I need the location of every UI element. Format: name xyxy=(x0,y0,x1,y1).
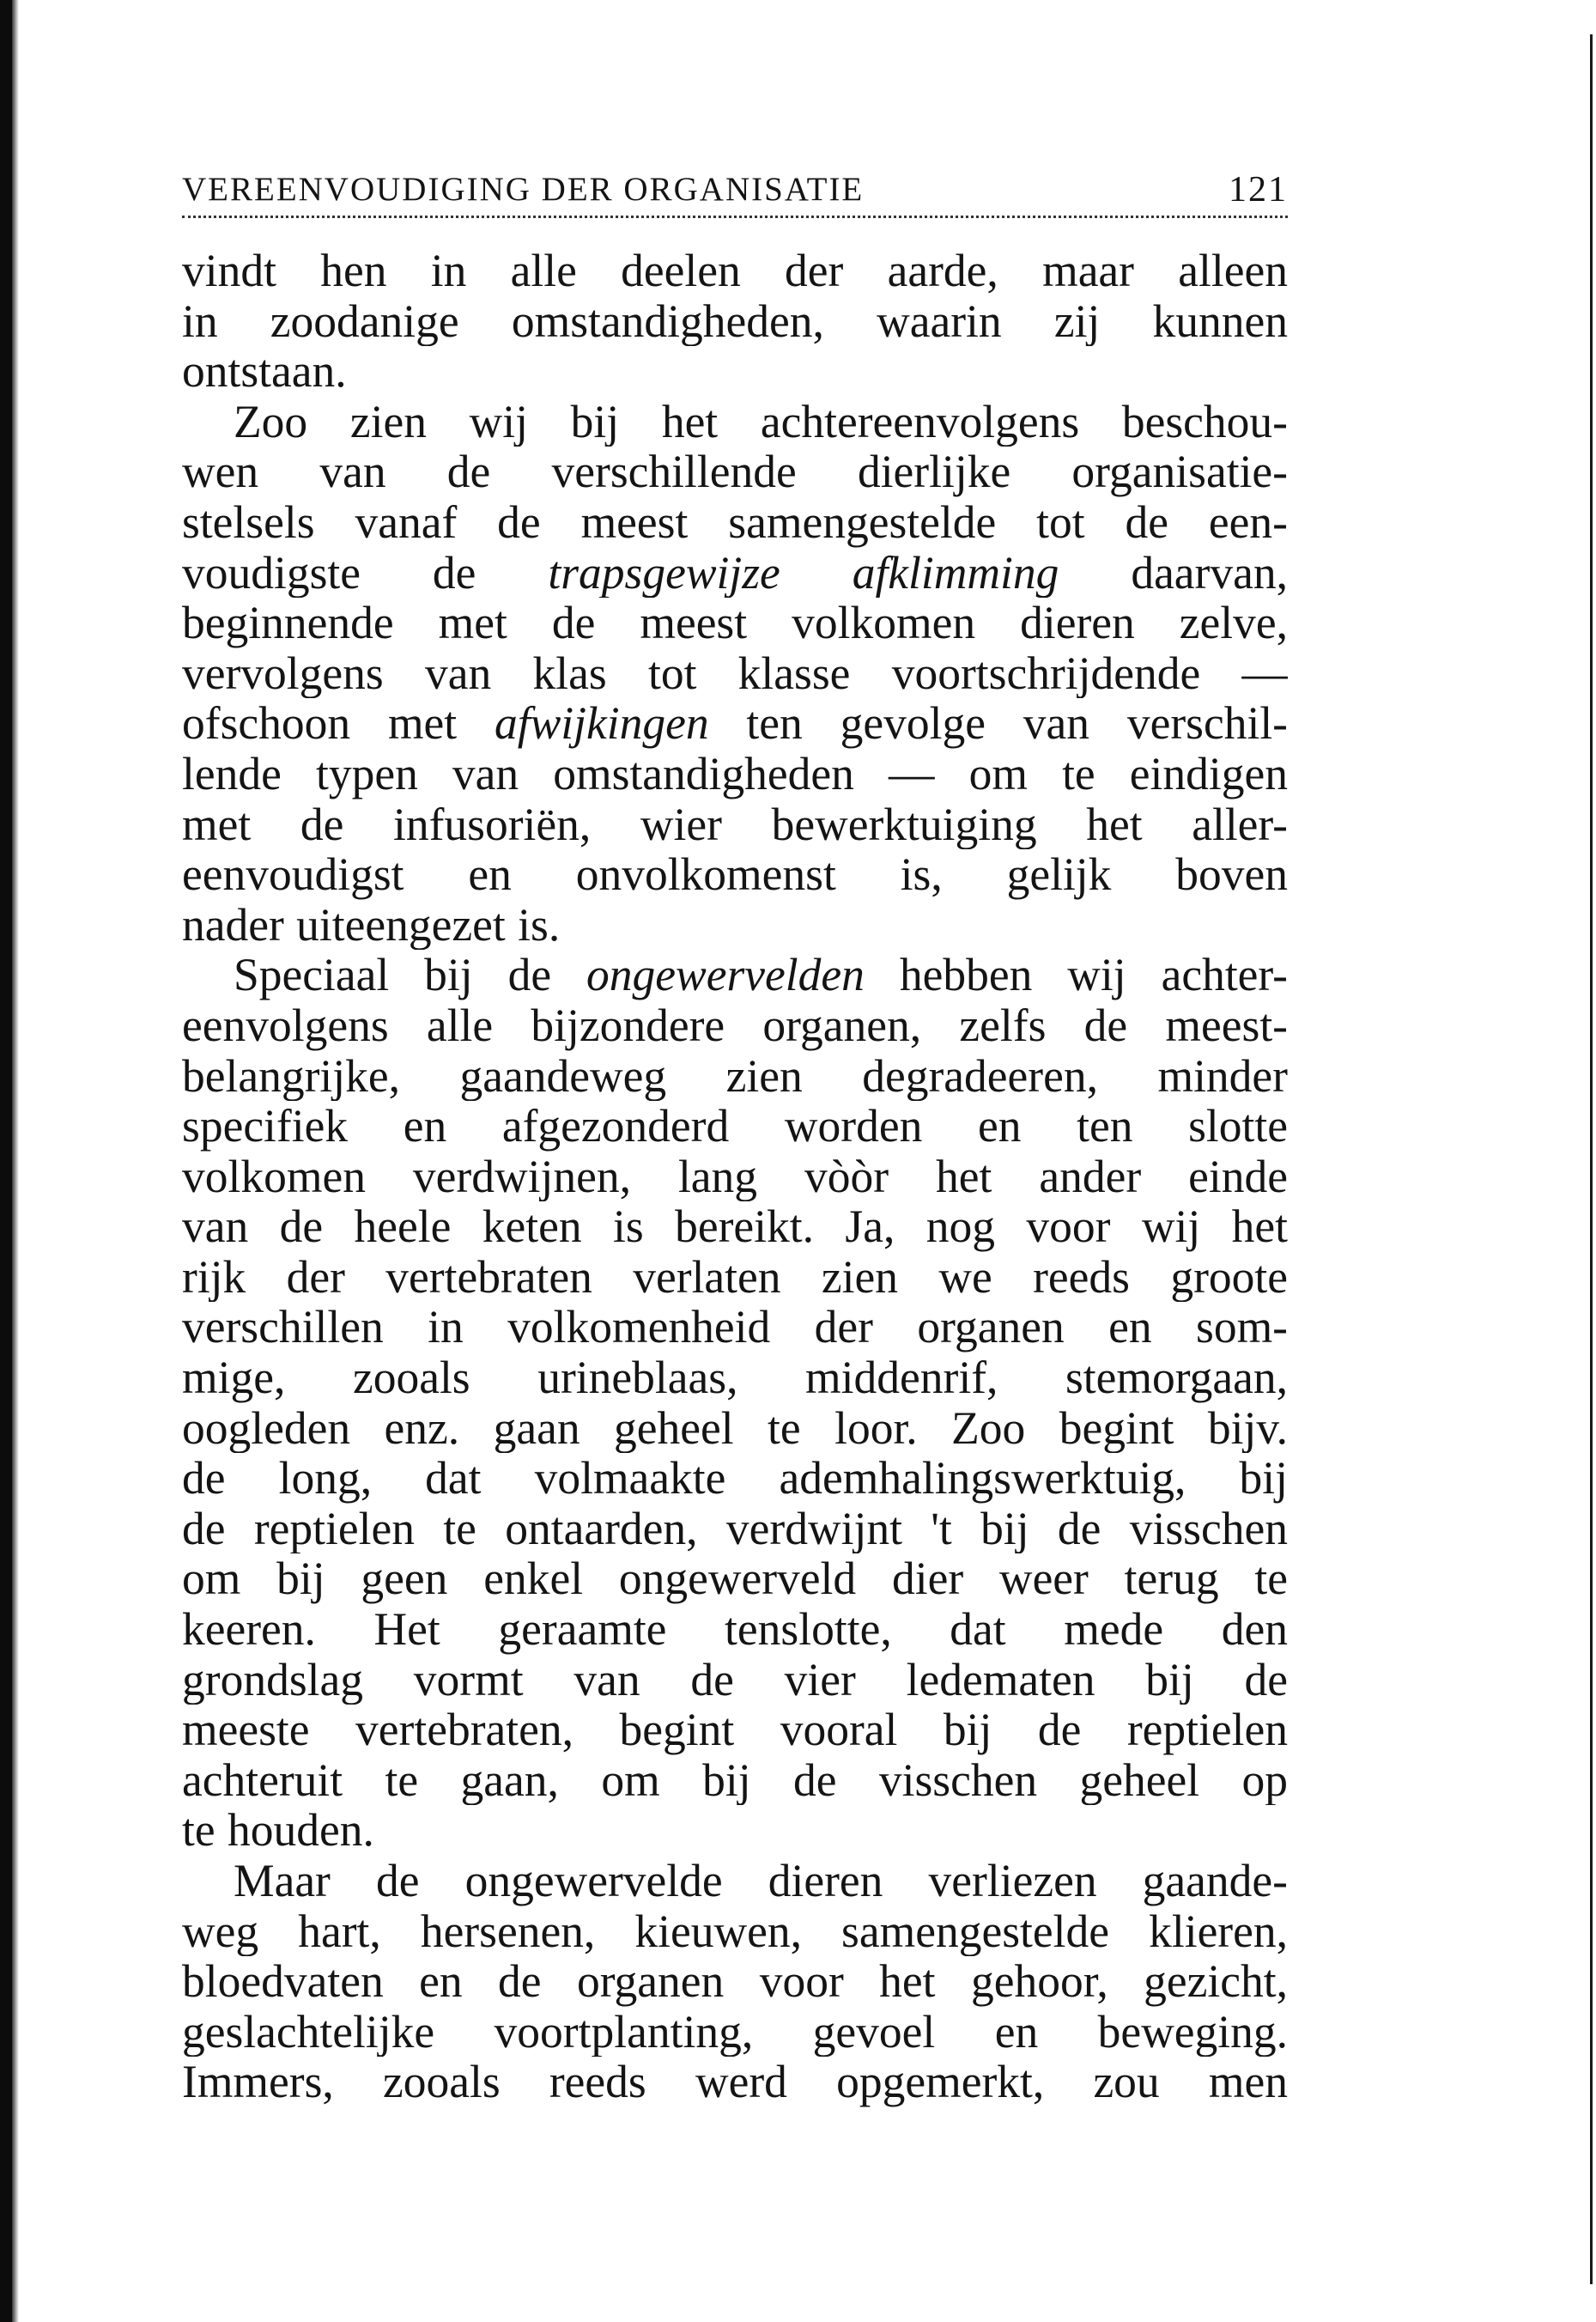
text-run: ten gevolge van verschil- xyxy=(708,698,1288,749)
text-line: achteruit te gaan, om bij de visschen geheel op xyxy=(182,1754,1288,1806)
text-line: belangrijke, gaandeweg zien degradeeren, minder xyxy=(182,1050,1288,1102)
text-run: ofschoon met xyxy=(182,698,495,749)
text-line: keeren. Het geraamte tenslotte, dat mede den xyxy=(182,1604,1288,1655)
text-line xyxy=(182,950,1288,1000)
text-line: eenvolgens alle bijzondere organen, zelfs de meest- xyxy=(182,1000,1288,1051)
paragraph-4 xyxy=(182,1856,1288,2107)
page-number: 121 xyxy=(1229,170,1288,210)
page-binding-shadow xyxy=(0,0,12,2322)
text-line: lende typen van omstandigheden — om te eindigen xyxy=(182,748,1288,799)
text-line: meeste vertebraten, begint vooral bij de reptielen xyxy=(182,1705,1288,1755)
text-line: te houden. xyxy=(182,1805,374,1856)
text-line: specifiek en afgezonderd worden en ten slotte xyxy=(182,1101,1288,1152)
text-line: in zoodanige omstandigheden, waarin zij kunnen xyxy=(182,295,1288,347)
text-line: verschillen in volkomenheid der organen en som- xyxy=(182,1302,1288,1353)
text-line: Zoo zien wij bij het achtereenvolgens beschou- xyxy=(234,396,1288,447)
body-text xyxy=(182,246,1288,2107)
running-head-title: VEREENVOUDIGING DER ORGANISATIE xyxy=(182,171,865,208)
text-line: beginnende met de meest volkomen dieren zelve, xyxy=(182,598,1288,648)
text-run: voudigste de xyxy=(182,547,549,599)
text-run: hebben wij achter- xyxy=(864,950,1288,1000)
text-line: bloedvaten en de organen voor het gehoor, gezicht, xyxy=(182,1956,1288,2007)
text-line: oogleden enz. gaan geheel te loor. Zoo begint bijv. xyxy=(182,1402,1288,1454)
text-line: ontstaan. xyxy=(182,346,347,397)
text-line: weg hart, hersenen, kieuwen, samengestelde klieren, xyxy=(182,1906,1288,1957)
paragraph-3 xyxy=(182,950,1288,1856)
text-run: Speciaal bij de xyxy=(234,950,587,1000)
running-head xyxy=(182,167,1288,212)
text-line: nader uiteengezet is. xyxy=(182,899,561,951)
paragraph-2 xyxy=(182,397,1288,951)
book-page xyxy=(182,167,1288,2107)
text-run: daarvan, xyxy=(1059,547,1288,599)
text-line: de reptielen te ontaarden, verdwijnt 't bij de visschen xyxy=(182,1503,1288,1554)
text-line: rijk der vertebraten verlaten zien we reeds groote xyxy=(182,1251,1288,1303)
text-line: met de infusoriën, wier bewerktuiging het aller- xyxy=(182,799,1288,850)
text-line: vervolgens van klas tot klasse voortschrijdende — xyxy=(182,647,1288,699)
text-line: vindt hen in alle deelen der aarde, maar alleen xyxy=(182,246,1288,296)
text-line: stelsels vanaf de meest samengestelde tot de een- xyxy=(182,496,1288,548)
page-right-edge xyxy=(1590,34,1593,2284)
paragraph-1 xyxy=(182,246,1288,397)
italic-term: trapsgewijze afklimming xyxy=(548,547,1059,599)
text-line: Immers, zooals reeds werd opgemerkt, zou men xyxy=(182,2057,1288,2107)
text-line: mige, zooals urineblaas, middenrif, stemorgaan, xyxy=(182,1352,1288,1403)
text-line: van de heele keten is bereikt. Ja, nog voor wij het xyxy=(182,1201,1288,1252)
italic-term: ongewervelden xyxy=(586,950,865,1000)
text-line: eenvoudigst en onvolkomenst is, gelijk boven xyxy=(182,849,1288,900)
text-line: volkomen verdwijnen, lang vòòr het ander einde xyxy=(182,1151,1288,1202)
text-line xyxy=(182,698,1288,749)
page-binding-edge xyxy=(12,0,19,2322)
text-line: om bij geen enkel ongewerveld dier weer terug te xyxy=(182,1553,1288,1605)
running-head-rule xyxy=(182,216,1288,218)
text-line: Maar de ongewervelde dieren verliezen gaande- xyxy=(234,1856,1288,1906)
text-line: grondslag vormt van de vier ledematen bij de xyxy=(182,1654,1288,1705)
text-line xyxy=(182,548,1288,599)
text-line: geslachtelijke voortplanting, gevoel en beweging. xyxy=(182,2006,1288,2058)
italic-term: afwijkingen xyxy=(494,698,709,749)
text-line: wen van de verschillende dierlijke organisatie- xyxy=(182,447,1288,497)
text-line: de long, dat volmaakte ademhalingswerktuig, bij xyxy=(182,1453,1288,1504)
